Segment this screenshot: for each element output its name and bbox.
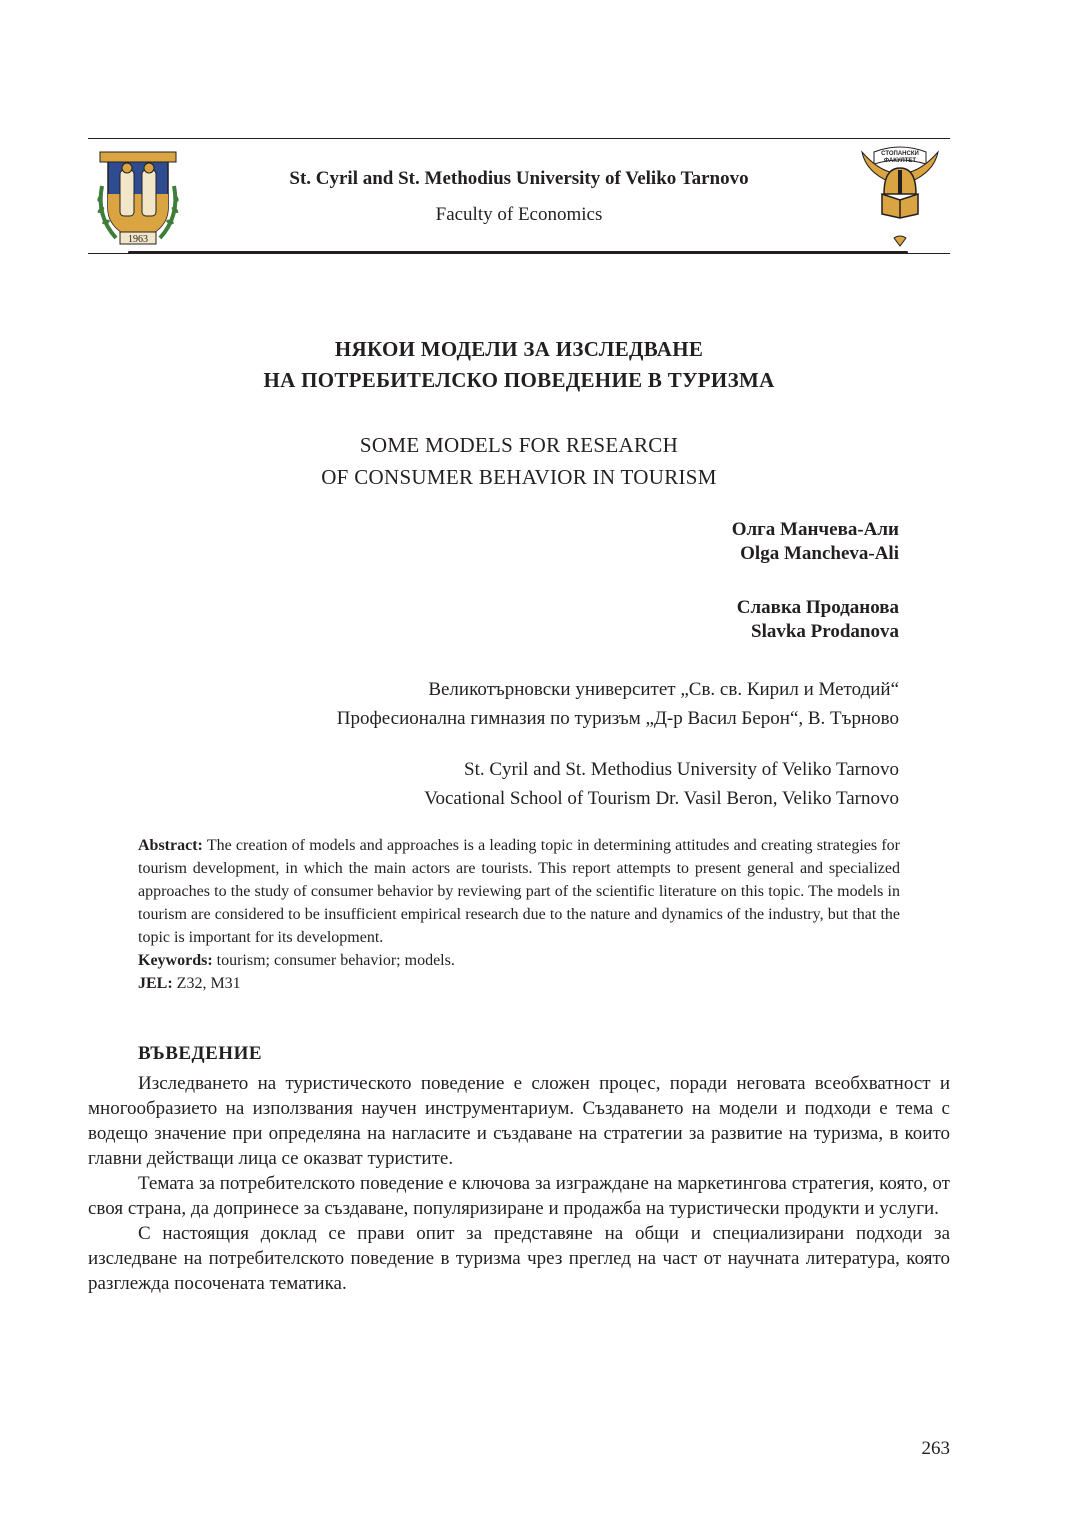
affiliation-bg-line2: Професионална гимназия по туризъм „Д-р Васил Берон“, В. Търново	[336, 708, 899, 729]
intro-paragraph-2: Темата за потребителското поведение е ключова за изграждане на маркетингова стратегия, която, от своя страна, да допринесе за създаване, популяризиране и продажба на туристически продукти и услуги.	[88, 1173, 950, 1219]
abstract-text: The creation of models and approaches is a leading topic in determining attitudes and creating strategies for tourism development, in which the main actors are tourists. This report attempts to present general and specialized approaches to the study of consumer behavior by reviewing part of the scientific literature on this topic. The models in tourism are considered to be insufficient empirical research due to the nature and dynamics of the industry, but that the topic is important for its development.	[138, 837, 900, 946]
faculty-emblem-logo	[860, 142, 940, 250]
abstract-paragraph	[138, 834, 900, 949]
affiliation-bg-line1: Великотърновски университет „Св. св. Кирил и Методий“	[428, 679, 899, 700]
faculty-name: Faculty of Economics	[435, 204, 603, 225]
university-crest-logo	[92, 146, 184, 248]
abstract-label: Abstract:	[138, 837, 203, 854]
author-1	[732, 518, 899, 566]
author-2	[732, 596, 899, 644]
authors	[732, 518, 899, 674]
title-en-line1: SOME MODELS FOR RESEARCH	[359, 433, 679, 457]
jel-text: Z32, M31	[176, 975, 241, 992]
author-1-name-en: Olga Mancheva-Ali	[740, 543, 899, 564]
jel-line	[138, 972, 900, 995]
title-bg-line1: НЯКОИ МОДЕЛИ ЗА ИЗСЛЕДВАНЕ	[334, 337, 704, 361]
page-number: 263	[921, 1438, 950, 1459]
affiliations-english	[424, 755, 899, 813]
header-top-rule	[88, 138, 950, 139]
jel-label: JEL:	[138, 975, 173, 992]
university-name: St. Cyril and St. Methodius University of Veliko Tarnovo	[289, 168, 749, 189]
intro-paragraph-1: Изследването на туристическото поведение е сложен процес, поради неговата всеобхватност и многообразието на използвания научен инструментариум. Създаването на модели и подходи е тема с водещо значение при определяна на нагласите и създаване на стратегии за развитие на туризма, в които главни действащи лица се оказват туристите.	[88, 1073, 950, 1169]
page-header	[88, 138, 950, 256]
keywords-label: Keywords:	[138, 952, 213, 969]
title-bulgarian	[88, 334, 950, 396]
introduction-heading: ВЪВЕДЕНИЕ	[138, 1043, 263, 1064]
keywords-text: tourism; consumer behavior; models.	[216, 952, 455, 969]
affiliation-en-line1: St. Cyril and St. Methodius University of Veliko Tarnovo	[464, 759, 899, 780]
keywords-line	[138, 949, 900, 972]
emblem-text-top: СТОПАНСКИ	[881, 151, 919, 157]
author-2-name-en: Slavka Prodanova	[751, 621, 899, 642]
introduction-body	[88, 1071, 950, 1296]
author-2-name-bg: Славка Проданова	[736, 597, 899, 618]
title-english	[88, 429, 950, 493]
crest-year: 1963	[128, 234, 148, 245]
author-1-name-bg: Олга Манчева-Али	[731, 519, 899, 540]
header-bottom-thick-rule	[128, 251, 908, 254]
title-en-line2: OF CONSUMER BEHAVIOR IN TOURISM	[321, 465, 717, 489]
emblem-text-bottom: ФАКУЛТЕТ	[883, 158, 917, 164]
title-bg-line2: НА ПОТРЕБИТЕЛСКО ПОВЕДЕНИЕ В ТУРИЗМА	[263, 368, 775, 392]
intro-paragraph-3: С настоящия доклад се прави опит за представяне на общи и специализирани подходи за изследване на потребителското поведение в туризма чрез преглед на част от научната литература, която разглежда посочената тематика.	[88, 1223, 950, 1294]
affiliation-en-line2: Vocational School of Tourism Dr. Vasil Beron, Veliko Tarnovo	[424, 788, 899, 809]
abstract-section	[138, 834, 900, 995]
affiliations-bulgarian	[337, 675, 899, 733]
